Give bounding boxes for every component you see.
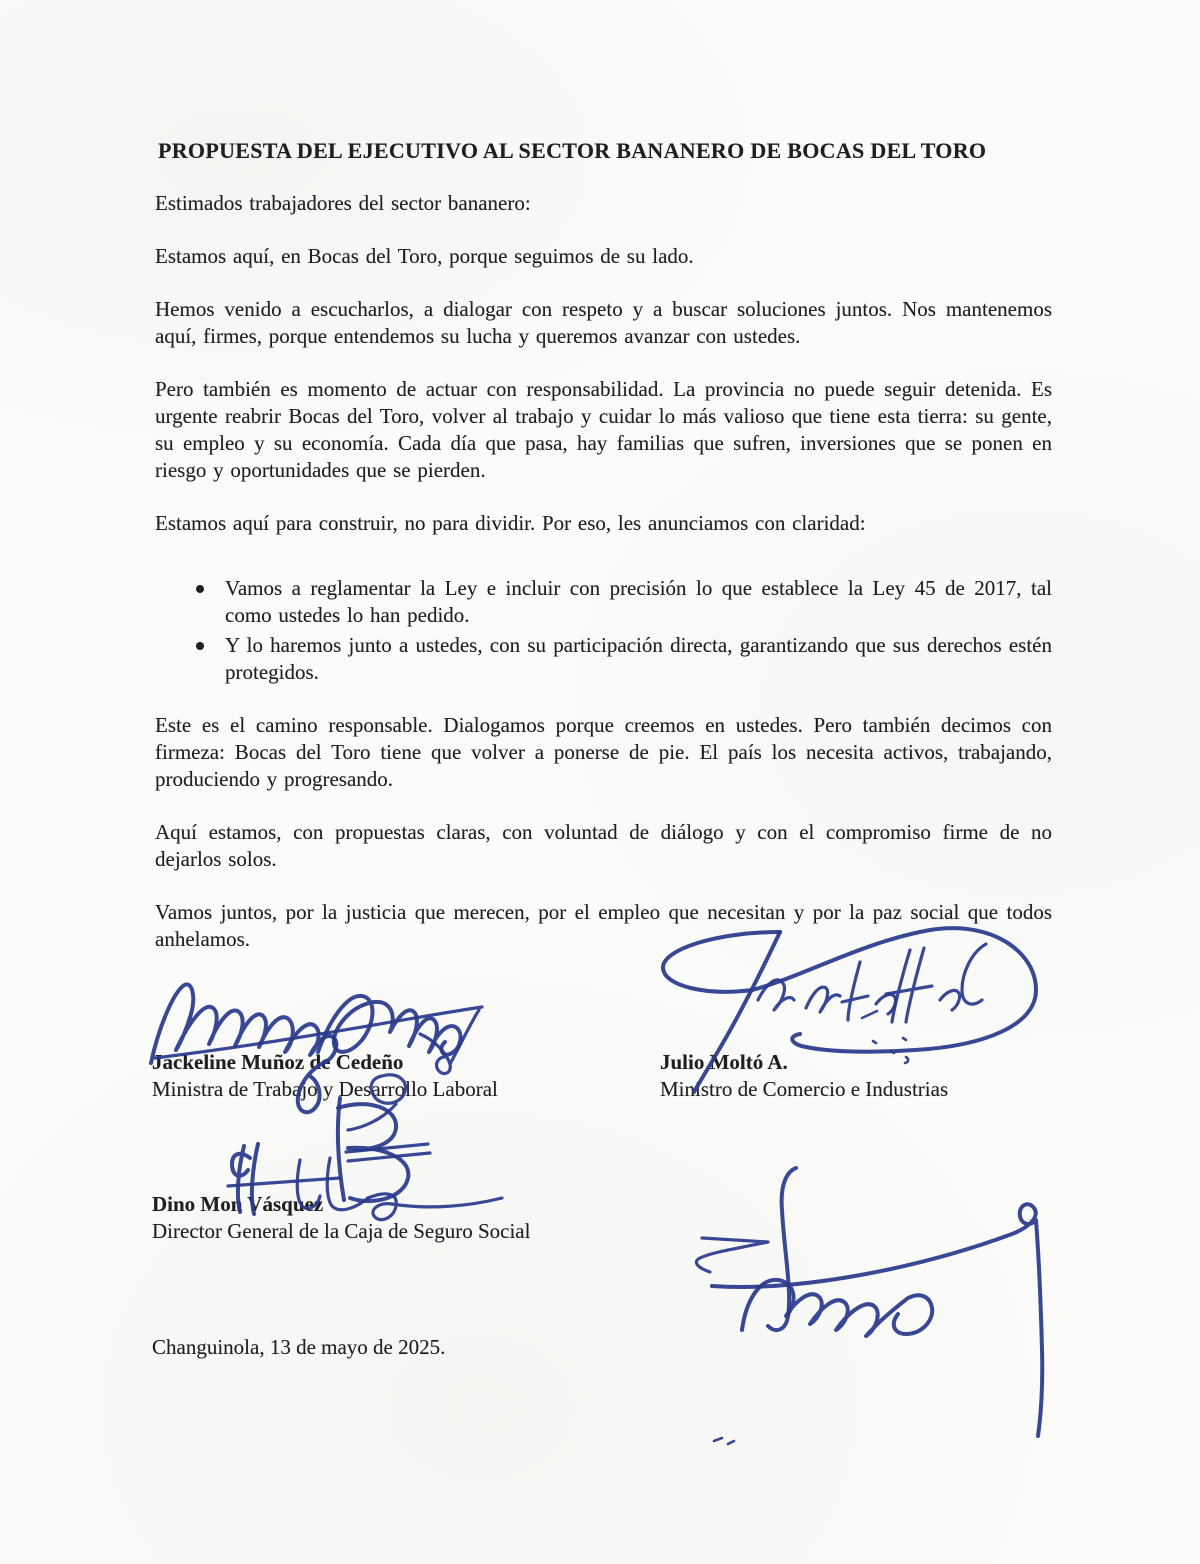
letter-paragraph: Estamos aquí para construir, no para dividir. Por eso, les anunciamos con claridad: (155, 511, 866, 535)
letter-body (155, 137, 1052, 979)
signature-unattributed-ink (696, 1168, 1042, 1444)
salutation: Estimados trabajadores del sector bananero: (155, 191, 531, 215)
signatory-title: Ministra de Trabajo y Desarrollo Laboral (152, 1077, 498, 1101)
signatory-title: Ministro de Comercio e Industrias (660, 1077, 949, 1101)
announcement-item: Y lo haremos junto a ustedes, con su participación directa, garantizando que sus derechos estén protegidos. (225, 633, 1052, 684)
announcement-list (155, 575, 1052, 686)
signatory-block-dino (152, 1191, 530, 1245)
letter-paragraph: Vamos juntos, por la justicia que merecen, por el empleo que necesitan y por la paz social que todos anhelamos. (155, 900, 1052, 951)
letter-paragraph: Hemos venido a escucharlos, a dialogar con respeto y a buscar soluciones juntos. Nos mantenemos aquí, firmes, porque entendemos su lucha y queremos avanzar con ustedes. (155, 297, 1052, 348)
signatory-block-julio (660, 1049, 948, 1103)
letter-title: PROPUESTA DEL EJECUTIVO AL SECTOR BANANERO DE BOCAS DEL TORO (158, 138, 987, 163)
signatory-name: Dino Mon Vásquez (152, 1192, 324, 1216)
letter-paragraph: Pero también es momento de actuar con responsabilidad. La provincia no puede seguir detenida. Es urgente reabrir Bocas del Toro, volver al trabajo y cuidar lo más valioso que tiene esta tierra: su gente, su empleo y su economía. Cada día que pasa, hay familias que sufren, inversiones que se ponen en riesgo y oportunidades que se pierden. (155, 377, 1052, 482)
signatory-name: Jackeline Muñoz de Cedeño (152, 1050, 404, 1074)
letter-paragraph: Aquí estamos, con propuestas claras, con voluntad de diálogo y con el compromiso firme de no dejarlos solos. (155, 820, 1052, 871)
letter-paragraph: Este es el camino responsable. Dialogamos porque creemos en ustedes. Pero también decimos con firmeza: Bocas del Toro tiene que volver a ponerse de pie. El país los necesita activos, trabajando, produciendo y progresando. (155, 713, 1052, 791)
signatory-name: Julio Moltó A. (660, 1050, 788, 1074)
letter-paragraph: Estamos aquí, en Bocas del Toro, porque seguimos de su lado. (155, 244, 694, 268)
dateline: Changuinola, 13 de mayo de 2025. (152, 1335, 446, 1359)
signatory-block-jackeline (152, 1049, 498, 1103)
signatory-title: Director General de la Caja de Seguro Social (152, 1219, 531, 1243)
announcement-item: Vamos a reglamentar la Ley e incluir con precisión lo que establece la Ley 45 de 2017, tal como ustedes lo han pedido. (225, 576, 1052, 627)
